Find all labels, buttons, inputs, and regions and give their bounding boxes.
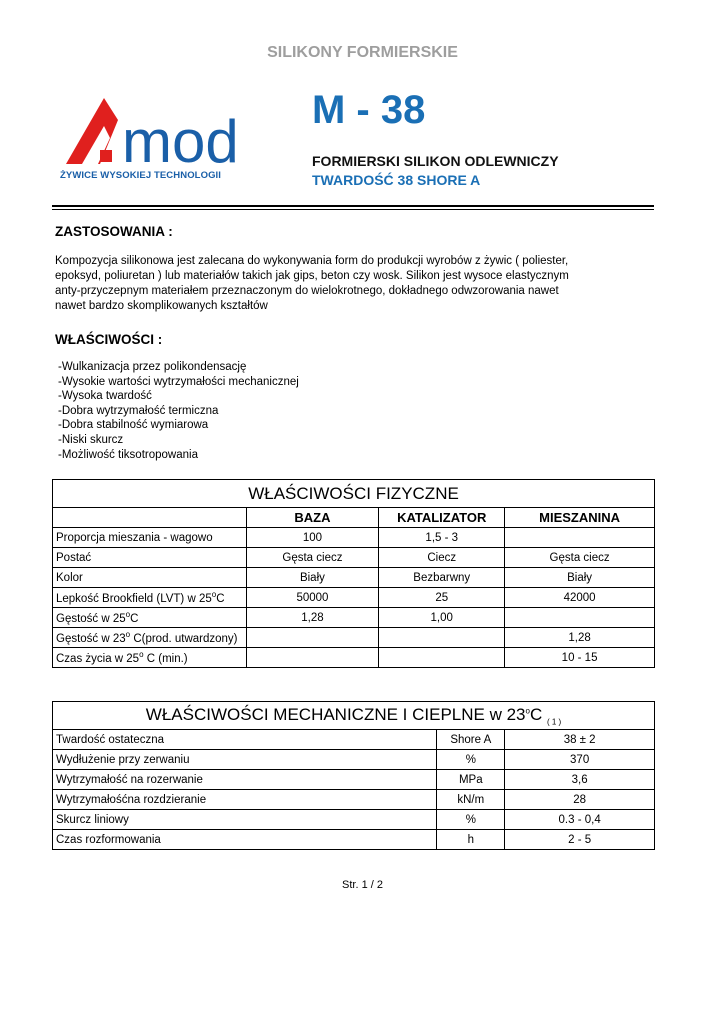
- logo-red-dot: [100, 150, 112, 162]
- cell-value: 2 - 5: [505, 830, 655, 850]
- applications-line: Kompozycja silikonowa jest zalecana do wykonywania form do produkcji wyrobów z żywic ( poliester,: [55, 255, 569, 267]
- page-number: Str. 1 / 2: [342, 879, 383, 891]
- row-label: Skurcz liniowy: [53, 810, 437, 830]
- table-row: [53, 628, 655, 648]
- product-hardness: TWARDOŚĆ 38 SHORE A: [312, 172, 481, 188]
- cell-baza: [246, 628, 379, 648]
- list-item: -Wysoka twardość: [58, 390, 152, 403]
- list-item: -Wulkanizacja przez polikondensację: [58, 361, 247, 373]
- row-label: Proporcja mieszania - wagowo: [53, 528, 247, 548]
- table-row: [53, 568, 655, 588]
- cell-katalizator: [379, 648, 505, 668]
- column-header: BAZA: [246, 508, 379, 528]
- table-header-row: [53, 508, 655, 528]
- table-row: [53, 770, 655, 790]
- cell-baza: Biały: [246, 568, 379, 588]
- cell-katalizator: 1,00: [379, 608, 505, 628]
- mechanical-table-title: WŁAŚCIWOŚCI MECHANICZNE I CIEPLNE w 23$^o$C $_{( 1 )}$: [53, 702, 655, 730]
- cell-katalizator: 25: [379, 588, 505, 608]
- applications-line: anty-przyczepnym materiałem przeznaczonym do wielokrotnego, dokładnego odwzorowania nawet: [55, 285, 559, 297]
- cell-baza: Gęsta ciecz: [246, 548, 379, 568]
- applications-line: epoksyd, poliuretan ) lub materiałów takich jak gips, beton czy wosk. Silikon jest wysoce elastycznym: [55, 270, 569, 282]
- cell-value: 28: [505, 790, 655, 810]
- physical-properties-table: [52, 479, 655, 668]
- cell-value: 3,6: [505, 770, 655, 790]
- properties-list: [58, 360, 299, 462]
- cell-unit: kN/m: [437, 790, 505, 810]
- cell-mieszanina: 10 - 15: [505, 648, 655, 668]
- cell-katalizator: 1,5 - 3: [379, 528, 505, 548]
- row-label: Twardość ostateczna: [53, 730, 437, 750]
- cell-mieszanina: [505, 528, 655, 548]
- row-label: Gęstość w 25$^o$C: [53, 608, 247, 628]
- header-divider-thin: [52, 209, 654, 210]
- table-row: [53, 528, 655, 548]
- header-divider: [52, 205, 654, 207]
- row-label: Kolor: [53, 568, 247, 588]
- cell-mieszanina: Gęsta ciecz: [505, 548, 655, 568]
- cell-baza: [246, 648, 379, 668]
- properties-heading: WŁAŚCIWOŚCI :: [55, 332, 163, 347]
- row-label: Postać: [53, 548, 247, 568]
- row-label: Czas życia w 25$^o$ C (min.): [53, 648, 247, 668]
- table-row: [53, 750, 655, 770]
- table-row: [53, 588, 655, 608]
- cell-unit: MPa: [437, 770, 505, 790]
- column-header: KATALIZATOR: [379, 508, 505, 528]
- cell-katalizator: Ciecz: [379, 548, 505, 568]
- table-row: [53, 830, 655, 850]
- list-item: -Dobra stabilność wymiarowa: [58, 419, 209, 432]
- list-item: -Niski skurcz: [58, 433, 124, 446]
- cell-mieszanina: 42000: [505, 588, 655, 608]
- applications-line: nawet bardzo skomplikowanych kształtów: [55, 300, 268, 312]
- logo-tagline: ŻYWICE WYSOKIEJ TECHNOLOGII: [60, 170, 222, 181]
- cell-mieszanina: 1,28: [505, 628, 655, 648]
- row-label: Lepkość Brookfield (LVT) w 25$^o$C: [53, 588, 247, 608]
- cell-mieszanina: Biały: [505, 568, 655, 588]
- cell-katalizator: [379, 628, 505, 648]
- cell-mieszanina: [505, 608, 655, 628]
- table-row: [53, 790, 655, 810]
- cell-baza: 50000: [246, 588, 379, 608]
- row-label: Wytrzymałośćna rozdzieranie: [53, 790, 437, 810]
- cell-value: 370: [505, 750, 655, 770]
- list-item: -Wysokie wartości wytrzymałości mechanicznej: [58, 375, 299, 388]
- applications-heading: ZASTOSOWANIA :: [55, 224, 173, 239]
- cell-unit: Shore A: [437, 730, 505, 750]
- cell-unit: h: [437, 830, 505, 850]
- cell-value: 0.3 - 0,4: [505, 810, 655, 830]
- cell-unit: %: [437, 750, 505, 770]
- cell-value: 38 ± 2: [505, 730, 655, 750]
- cell-unit: %: [437, 810, 505, 830]
- row-label: Gęstość w 23$^o$ C(prod. utwardzony): [53, 628, 247, 648]
- document-category: SILIKONY FORMIERSKIE: [267, 44, 458, 61]
- table-row: [53, 608, 655, 628]
- logo-wordmark: mod: [122, 108, 239, 175]
- list-item: -Możliwość tiksotropowania: [58, 448, 198, 461]
- product-subtitle: FORMIERSKI SILIKON ODLEWNICZY: [312, 153, 559, 169]
- cell-katalizator: Bezbarwny: [379, 568, 505, 588]
- row-label: Wytrzymałość na rozerwanie: [53, 770, 437, 790]
- physical-table-title: WŁAŚCIWOŚCI FIZYCZNE: [53, 480, 655, 508]
- row-label: Czas rozformowania: [53, 830, 437, 850]
- applications-text: [55, 254, 615, 314]
- mechanical-properties-table: [52, 701, 655, 850]
- table-row: [53, 648, 655, 668]
- table-row: [53, 548, 655, 568]
- row-label: Wydłużenie przy zerwaniu: [53, 750, 437, 770]
- cell-baza: 100: [246, 528, 379, 548]
- cell-baza: 1,28: [246, 608, 379, 628]
- list-item: -Dobra wytrzymałość termiczna: [58, 404, 219, 417]
- table-row: [53, 810, 655, 830]
- product-name: M - 38: [312, 88, 426, 132]
- table-row: [53, 730, 655, 750]
- column-header: MIESZANINA: [505, 508, 655, 528]
